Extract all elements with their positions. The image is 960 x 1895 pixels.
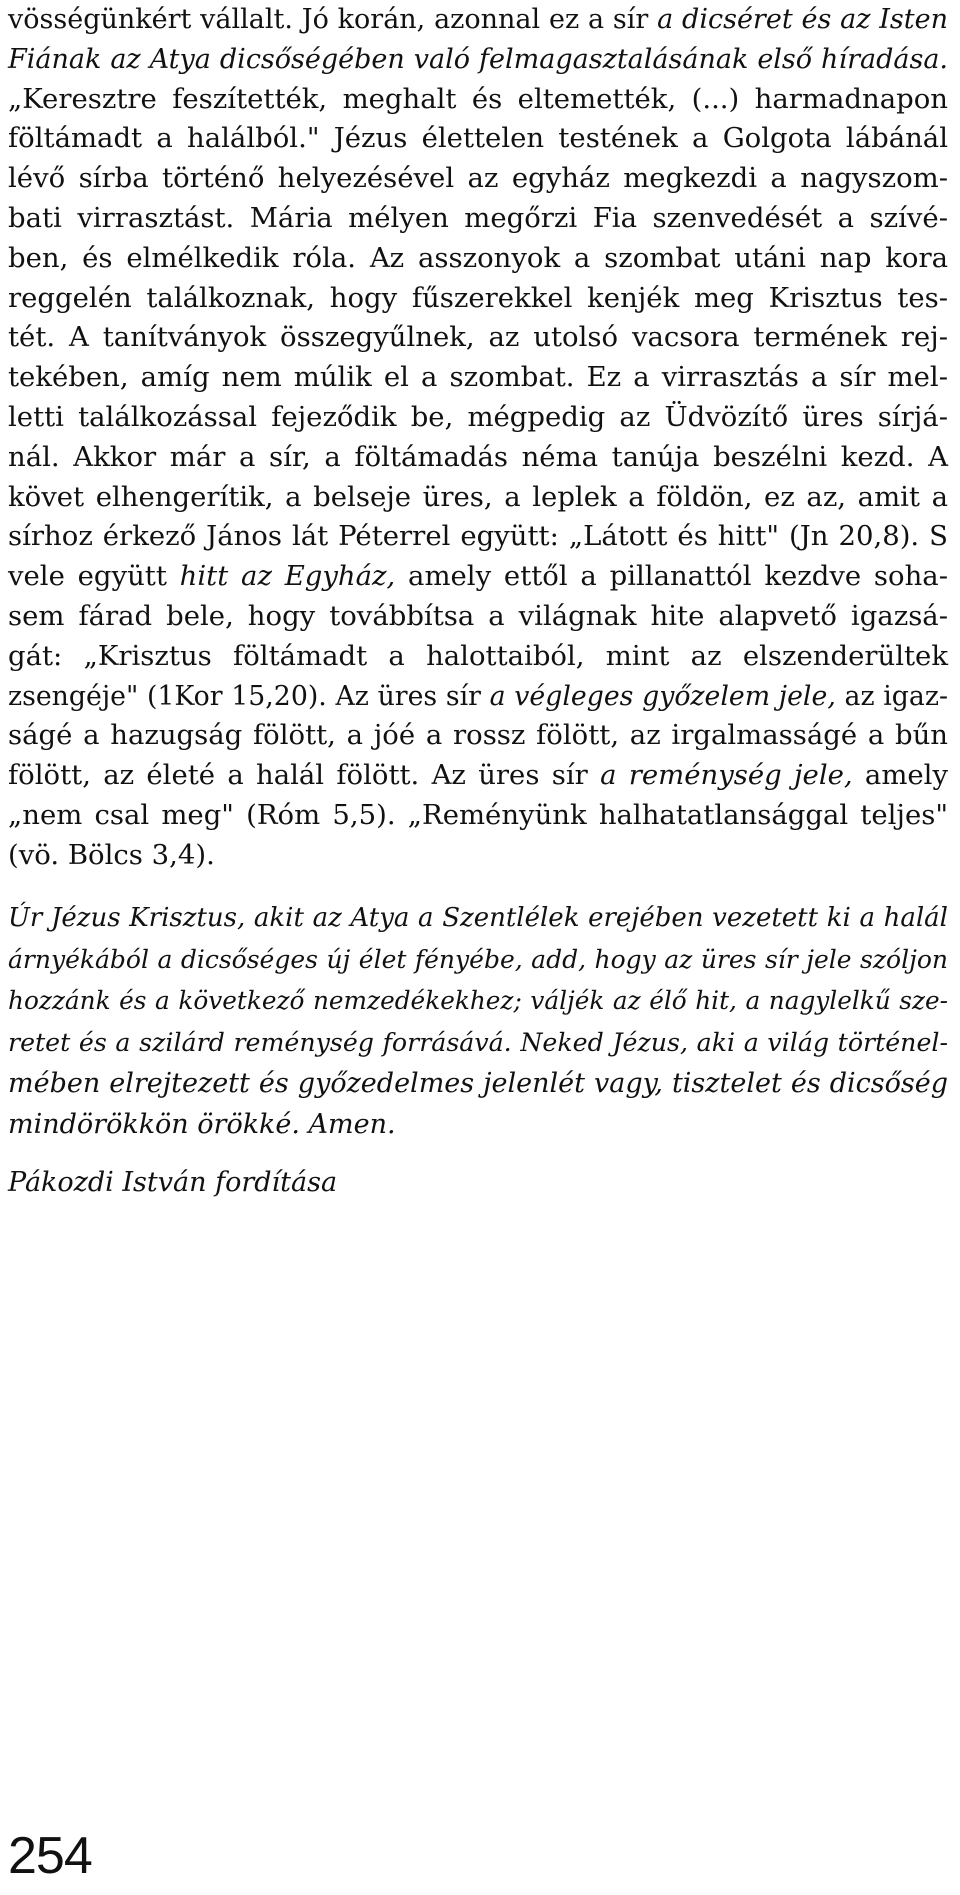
prayer bbox=[8, 898, 948, 1145]
prayer-line: hozzánk és a következő nemzedékekhez; váljék az élő hit, a nagylelkű sze- bbox=[8, 986, 948, 1016]
text-line: föltámadt a halálból." Jézus élettelen testének a Golgota lábánál bbox=[8, 122, 948, 155]
text-line: tekében, amíg nem múlik el a szombat. Ez a virrasztás a sír mel- bbox=[8, 361, 948, 394]
main-text bbox=[8, 0, 948, 876]
text-line: tét. A tanítványok összegyűlnek, az utolsó vacsora termének rej- bbox=[8, 321, 948, 354]
text-line: lévő sírba történő helyezésével az egyház megkezdi a nagyszom- bbox=[8, 162, 948, 195]
text-line: (vö. Bölcs 3,4). bbox=[8, 838, 215, 871]
text-line: sem fárad bele, hogy továbbítsa a világnak hite alapvető igazsá- bbox=[8, 599, 948, 632]
prayer-line: mindörökkön örökké. Amen. bbox=[8, 1108, 396, 1140]
text-line: sírhoz érkező János lát Péterrel együtt: „Látott és hitt" (Jn 20,8). S bbox=[8, 520, 948, 553]
text-line: ben, és elmélkedik róla. Az asszonyok a szombat utáni nap kora bbox=[8, 241, 948, 274]
text-line: reggelén találkoznak, hogy fűszerekkel kenjék meg Krisztus tes- bbox=[8, 281, 948, 314]
text-line: Fiának az Atya dicsőségében való felmagasztalásának első híradása. bbox=[8, 43, 948, 75]
prayer-line: mében elrejtezett és győzedelmes jelenlét vagy, tisztelet és dicsőség bbox=[8, 1067, 948, 1099]
text-line: vösségünkért vállalt. Jó korán, azonnal ez a sír a dicséret és az Isten bbox=[8, 4, 949, 35]
prayer-line: retet és a szilárd reménység forrásává. Neked Jézus, aki a világ történel- bbox=[8, 1027, 948, 1057]
page bbox=[8, 0, 949, 1885]
text-line: fölött, az életé a halál fölött. Az üres sír a reménység jele, amely bbox=[8, 759, 948, 792]
prayer-line: árnyékából a dicsőséges új élet fényébe, add, hogy az üres sír jele szóljon bbox=[8, 945, 948, 975]
page-number: 254 bbox=[8, 1827, 92, 1885]
text-line: letti találkozással fejeződik be, mégpedig az Üdvözítő üres sírjá- bbox=[8, 400, 948, 433]
prayer-line: Úr Jézus Krisztus, akit az Atya a Szentlélek erejében vezetett ki a halál bbox=[8, 903, 948, 933]
text-line: ságé a hazugság fölött, a jóé a rossz fölött, az irgalmasságé a bűn bbox=[8, 719, 948, 752]
text-line: zsengéje" (1Kor 15,20). Az üres sír a végleges győzelem jele, az igaz- bbox=[8, 680, 949, 712]
text-line: gát: „Krisztus föltámadt a halottaiból, mint az elszenderültek bbox=[8, 639, 948, 672]
text-line: „nem csal meg" (Róm 5,5). „Reményünk halhatatlansággal teljes" bbox=[8, 798, 948, 831]
text-line: vele együtt hitt az Egyház, amely ettől a pillanattól kezdve soha- bbox=[8, 560, 948, 593]
text-line: nál. Akkor már a sír, a föltámadás néma tanúja beszélni kezd. A bbox=[8, 440, 948, 473]
text-line: követ elhengerítik, a belseje üres, a leplek a földön, ez az, amit a bbox=[8, 480, 948, 513]
text-line: „Keresztre feszítették, meghalt és eltemették, (...) harmadnapon bbox=[8, 82, 948, 115]
text-line: bati virrasztást. Mária mélyen megőrzi Fia szenvedését a szívé- bbox=[8, 201, 948, 234]
translator-credit: Pákozdi István fordítása bbox=[8, 1167, 338, 1198]
